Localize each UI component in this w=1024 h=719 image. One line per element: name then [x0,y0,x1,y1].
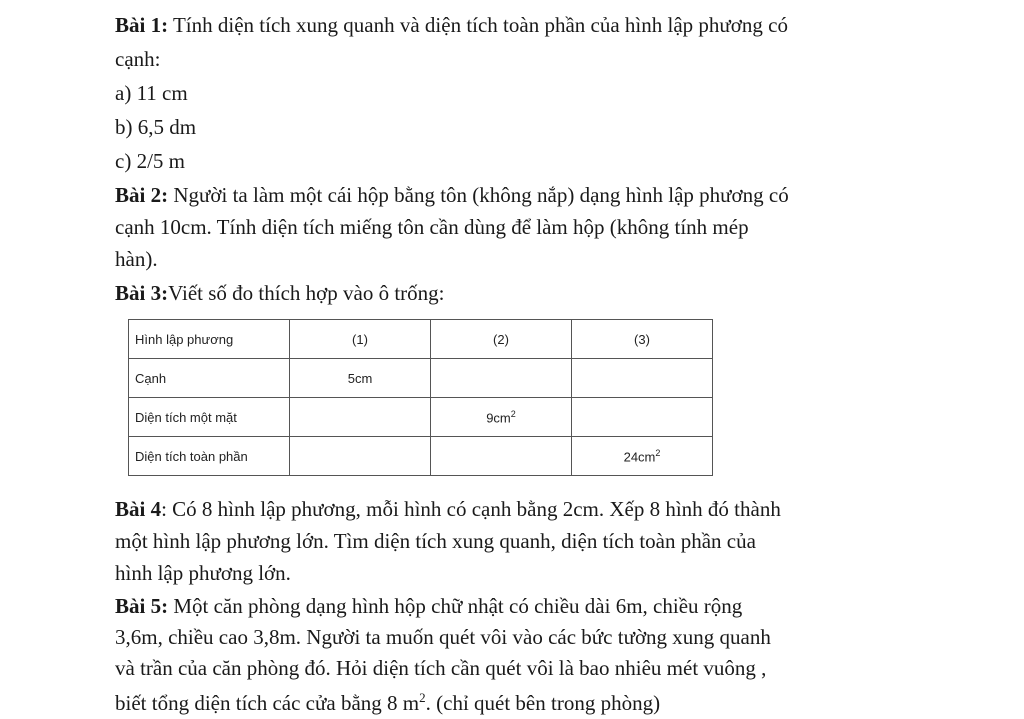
table-cell [572,437,713,476]
bai1-label: Bài 1: [115,13,169,37]
blank-cell[interactable] [431,437,572,476]
table-cell: Diện tích toàn phần [129,437,290,476]
bai4-label: Bài 4 [115,497,162,521]
bai5-line1 [115,594,742,618]
bai4-line1 [115,497,781,521]
bai4-text: : Có 8 hình lập phương, mỗi hình có cạnh bằng 2cm. Xếp 8 hình đó thành [161,497,781,521]
table-row-mot-mat [129,398,713,437]
bai2-line2: cạnh 10cm. Tính diện tích miếng tôn cần dùng để làm hộp (không tính mép [115,215,749,239]
superscript: 2 [510,408,516,419]
table-cell: Diện tích một mặt [129,398,290,437]
bai2-label: Bài 2: [115,183,169,207]
table-row-canh [129,359,713,398]
blank-cell[interactable] [431,359,572,398]
table-cell: Hình lập phương [129,320,290,359]
blank-cell[interactable] [290,398,431,437]
blank-cell[interactable] [572,398,713,437]
blank-cell[interactable] [572,359,713,398]
blank-cell[interactable] [290,437,431,476]
bai5-line2: 3,6m, chiều cao 3,8m. Người ta muốn quét vôi vào các bức tường xung quanh [115,625,771,649]
bai5-label: Bài 5: [115,594,169,618]
bai2-line1 [115,183,789,207]
bai5-line4-end: . (chỉ quét bên trong phòng) [425,691,661,715]
table-header-row [129,320,713,359]
table-cell: Cạnh [129,359,290,398]
bai2-text: Người ta làm một cái hộp bằng tôn (không nắp) dạng hình lập phương có [168,183,789,207]
bai5-line4 [115,686,660,715]
bai5-line4-text: biết tổng diện tích các cửa bằng 8 m [115,691,420,715]
bai3-label: Bài 3: [115,281,169,305]
table-row-toan-phan [129,437,713,476]
bai1-item-c: c) 2/5 m [115,149,185,173]
bai5-line3: và trần của căn phòng đó. Hỏi diện tích cần quét vôi là bao nhiêu mét vuông , [115,656,767,680]
bai3-line [115,281,445,305]
cube-table-wrapper [128,319,713,476]
table-cell: (3) [572,320,713,359]
superscript: 2 [419,690,426,705]
area-value: 24cm [623,449,656,465]
area-value: 9cm [486,410,511,426]
bai1-line1 [115,13,788,37]
table-cell [431,398,572,437]
table-cell: (1) [290,320,431,359]
bai4-line2: một hình lập phương lớn. Tìm diện tích xung quanh, diện tích toàn phần của [115,529,756,553]
cube-table [128,319,713,476]
bai1-text: Tính diện tích xung quanh và diện tích toàn phần của hình lập phương có [168,13,788,37]
table-cell: (2) [431,320,572,359]
bai1-item-b: b) 6,5 dm [115,115,197,139]
bai1-item-a: a) 11 cm [115,81,188,105]
bai2-line3: hàn). [115,247,158,271]
bai3-text: Viết số đo thích hợp vào ô trống: [168,281,445,305]
table-cell: 5cm [290,359,431,398]
bai4-line3: hình lập phương lớn. [115,561,291,585]
superscript: 2 [655,447,661,458]
bai1-line2: cạnh: [115,47,161,71]
bai5-text: Một căn phòng dạng hình hộp chữ nhật có chiều dài 6m, chiều rộng [168,594,743,618]
